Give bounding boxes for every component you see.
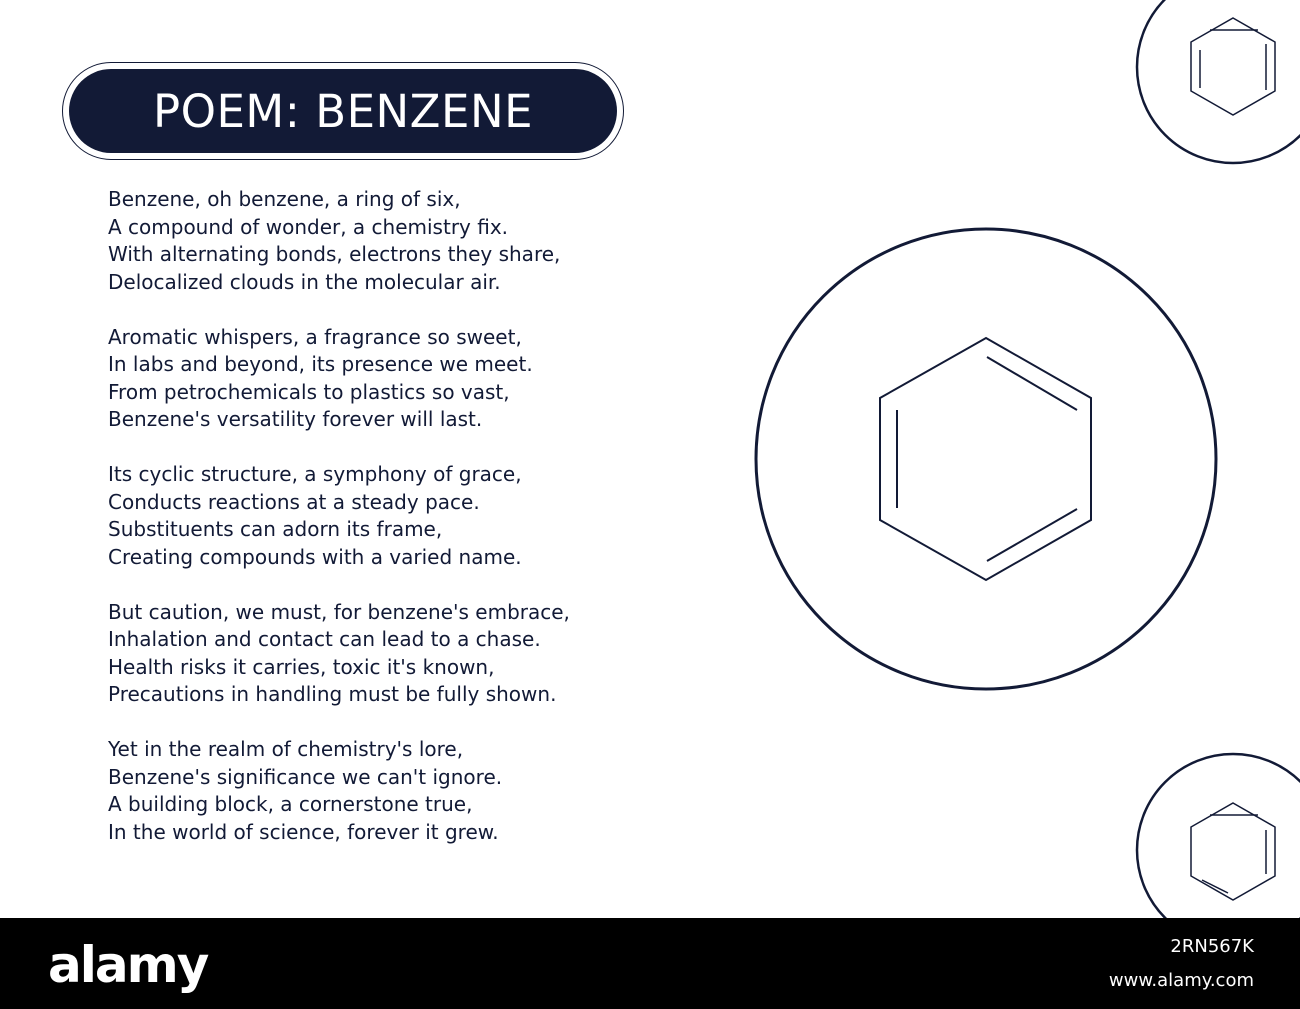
alamy-logo: alamy <box>48 936 208 994</box>
poem-line: Benzene's versatility forever will last. <box>108 407 483 431</box>
site-url: www.alamy.com <box>1108 970 1254 991</box>
poem-line: Benzene's significance we can't ignore. <box>108 764 503 789</box>
benzene-ring-icon <box>1137 0 1300 163</box>
poem-line: With alternating bonds, electrons they share, <box>108 242 561 266</box>
poem-line: From petrochemicals to plastics so vast, <box>108 379 510 404</box>
image-id: 2RN567K <box>1170 936 1254 957</box>
hexagon <box>1191 18 1275 115</box>
poem-line: Its cyclic structure, a symphony of grace, <box>108 462 522 486</box>
stock-footer-bar <box>0 918 1300 1009</box>
poem-line: A compound of wonder, a chemistry fix. <box>108 214 509 239</box>
poem-line: Creating compounds with a varied name. <box>108 544 522 569</box>
poem-line: In the world of science, forever it grew. <box>108 819 499 844</box>
poem-line: Aromatic whispers, a fragrance so sweet, <box>108 324 522 349</box>
poem-line: Conducts reactions at a steady pace. <box>108 489 480 514</box>
poem-line: Substituents can adorn its frame, <box>108 517 443 541</box>
poem-line: But caution, we must, for benzene's embrace, <box>108 599 570 624</box>
hexagon <box>1191 803 1275 900</box>
main-ring-circle <box>756 229 1216 689</box>
poem-line: Precautions in handling must be fully shown. <box>108 682 557 706</box>
poem-line: Benzene, oh benzene, a ring of six, <box>108 187 461 211</box>
benzene-ring-icon <box>756 229 1216 689</box>
double-bond <box>1202 880 1228 893</box>
poem-line: Yet in the realm of chemistry's lore, <box>108 737 464 761</box>
poem-line: Health risks it carries, toxic it's known, <box>108 654 495 679</box>
benzene-ring-icon <box>1137 754 1300 918</box>
hexagon <box>880 338 1091 580</box>
poem-line: Delocalized clouds in the molecular air. <box>108 269 501 294</box>
poem-line: A building block, a cornerstone true, <box>108 792 473 816</box>
poem-line: In labs and beyond, its presence we meet. <box>108 352 533 376</box>
page-title: POEM: BENZENE <box>152 84 534 138</box>
poem-line: Inhalation and contact can lead to a chase. <box>108 627 541 651</box>
